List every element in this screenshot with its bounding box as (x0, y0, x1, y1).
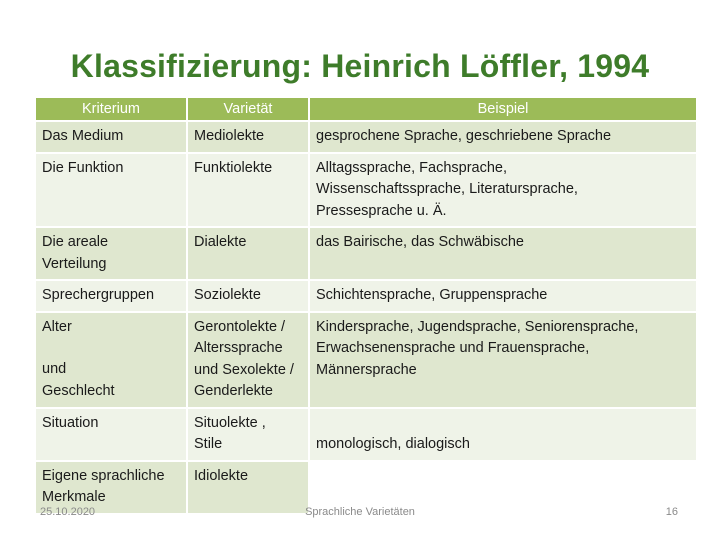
table-header-row (36, 98, 696, 120)
slide-title: Klassifizierung: Heinrich Löffler, 1994 (70, 48, 650, 84)
cell-varietaet: Gerontolekte / Alterssprache und Sexolekte / Genderlekte (188, 313, 308, 407)
footer-center-text: Sprachliche Varietäten (305, 506, 415, 518)
cell-varietaet: Situolekte , Stile (188, 409, 308, 460)
header-kriterium: Kriterium (36, 98, 186, 120)
cell-kriterium: Situation (36, 409, 186, 460)
table-row (36, 409, 696, 460)
footer-page-number: 16 (665, 506, 678, 518)
table-row (36, 154, 696, 227)
cell-kriterium (36, 313, 186, 407)
cell-varietaet: Mediolekte (188, 122, 308, 152)
cell-kriterium: Die areale Verteilung (36, 228, 186, 279)
cell-varietaet: Funktiolekte (188, 154, 308, 227)
cell-varietaet: Dialekte (188, 228, 308, 279)
cell-spacer (42, 338, 180, 359)
cell-beispiel: Schichtensprache, Gruppensprache (310, 281, 696, 311)
cell-beispiel (310, 462, 696, 513)
table-row (36, 313, 696, 407)
classification-table (34, 96, 698, 515)
cell-kriterium-line-1: Alter (42, 318, 72, 335)
cell-beispiel: gesprochene Sprache, geschriebene Sprache (310, 122, 696, 152)
cell-beispiel: das Bairische, das Schwäbische (310, 228, 696, 279)
cell-kriterium: Sprechergruppen (36, 281, 186, 311)
cell-kriterium-line-2: und Geschlecht (42, 361, 115, 399)
cell-varietaet: Soziolekte (188, 281, 308, 311)
cell-beispiel-text: monologisch, dialogisch (316, 436, 470, 452)
cell-kriterium: Die Funktion (36, 154, 186, 227)
cell-varietaet: Idiolekte (188, 462, 308, 513)
header-beispiel: Beispiel (310, 98, 696, 120)
table-row (36, 281, 696, 311)
header-varietaet: Varietät (188, 98, 308, 120)
cell-kriterium: Eigene sprachliche Merkmale (36, 462, 186, 513)
footer-date: 25.10.2020 (40, 506, 96, 518)
cell-beispiel: Kindersprache, Jugendsprache, Seniorensprache, Erwachsenensprache und Frauensprache, Männersprache (310, 313, 696, 407)
table-row (36, 462, 696, 513)
table-row (36, 228, 696, 279)
cell-beispiel (310, 409, 696, 460)
table-row (36, 122, 696, 152)
cell-beispiel: Alltagssprache, Fachsprache, Wissenschaftssprache, Literatursprache, Pressesprache u. Ä. (310, 154, 696, 227)
cell-kriterium: Das Medium (36, 122, 186, 152)
